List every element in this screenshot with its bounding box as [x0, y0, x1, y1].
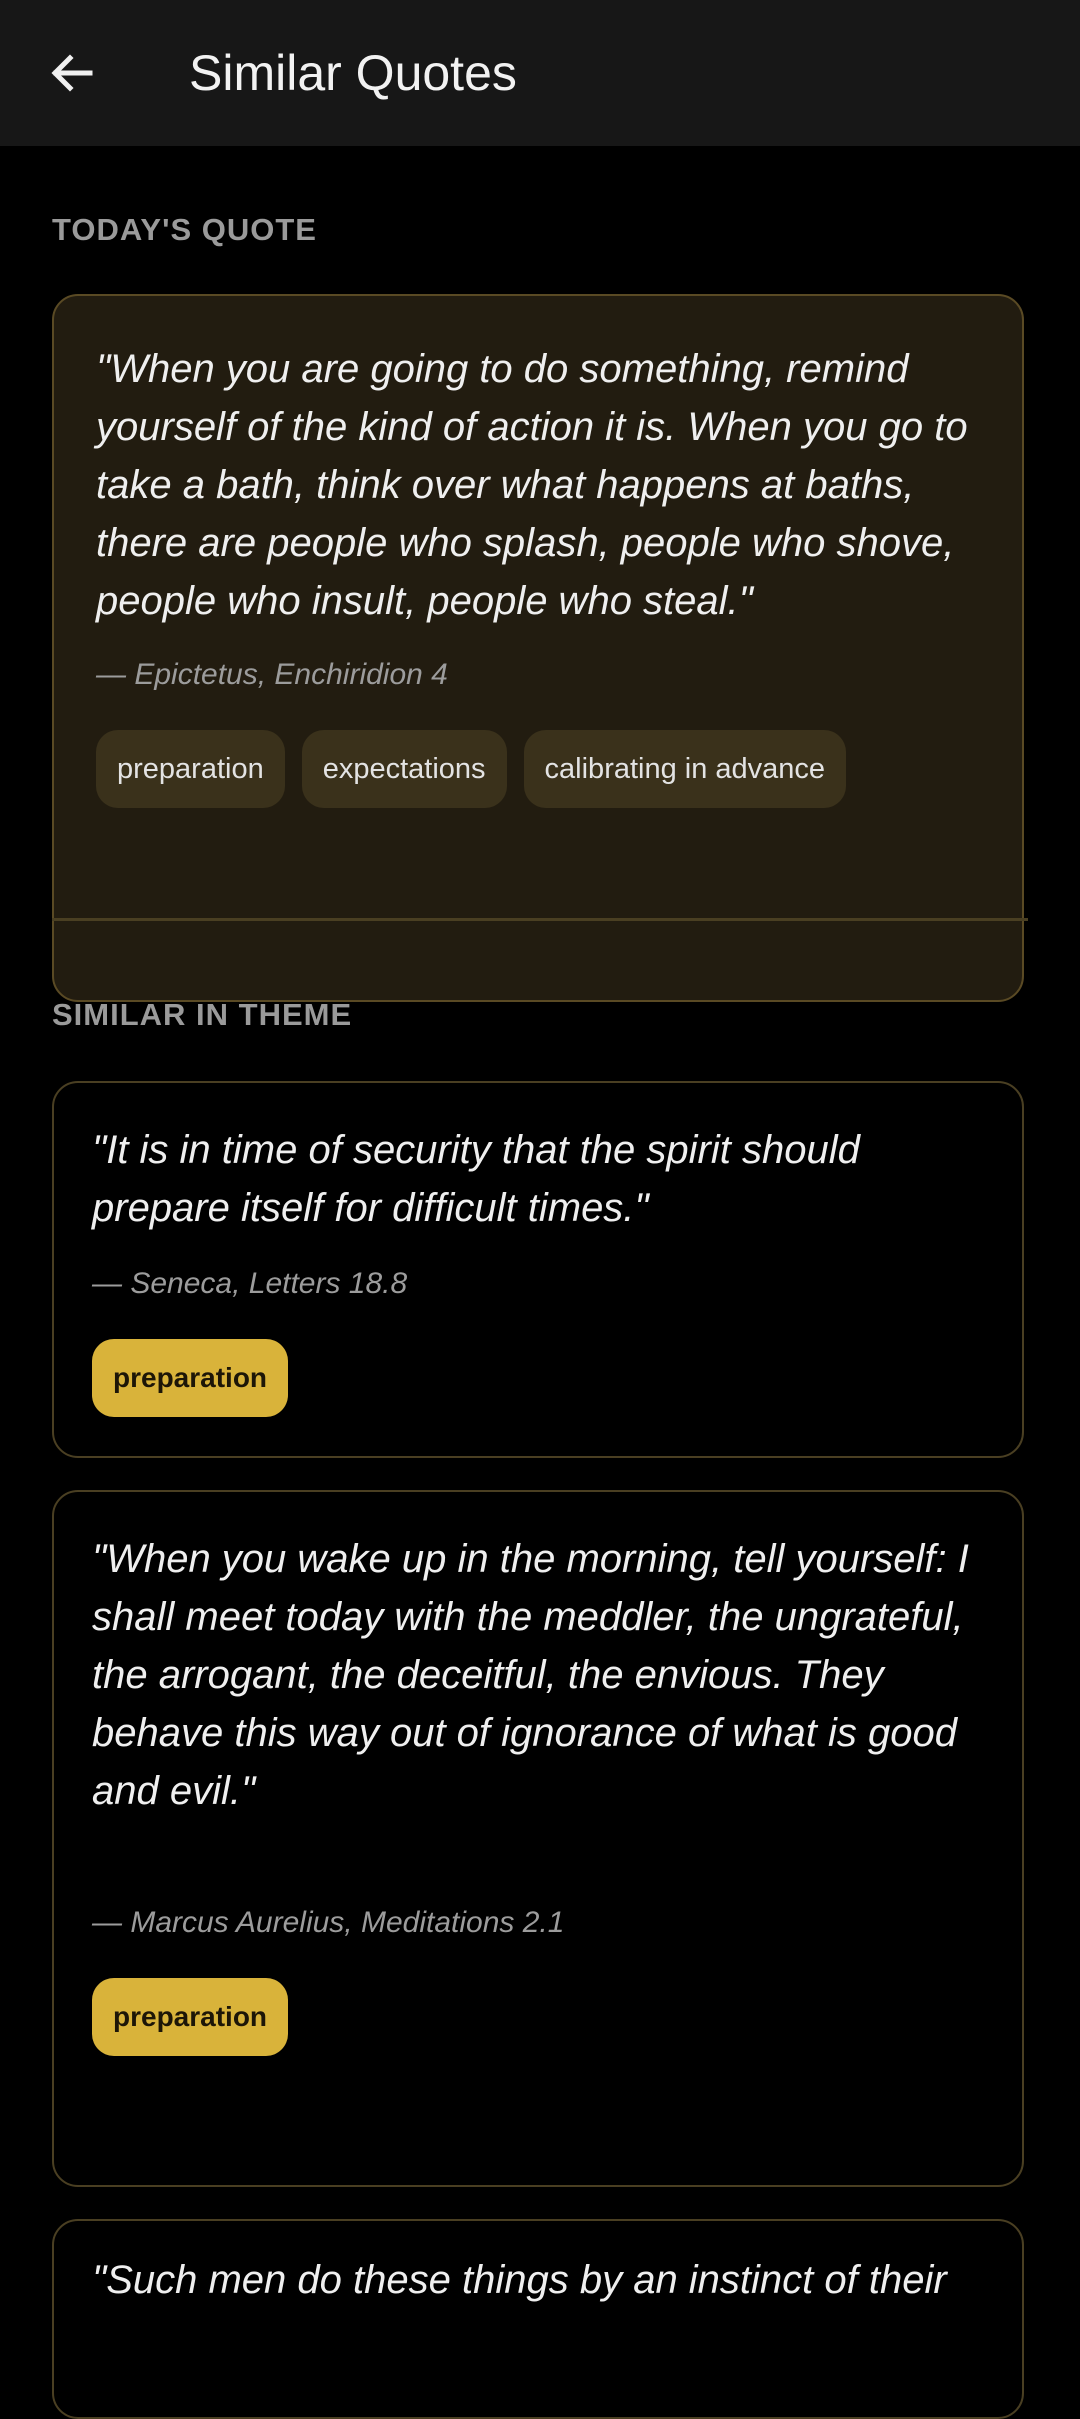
tag-chip-highlighted[interactable]: preparation: [92, 1339, 288, 1417]
tag-chip[interactable]: preparation: [96, 730, 285, 808]
today-quote-text: "When you are going to do something, remind yourself of the kind of action it is. When you go to take a bath, think over what happens at baths, there are people who splash, people who shove, people who insult, people who steal.": [96, 347, 968, 623]
similar-quote-attribution: — Seneca, Letters 18.8: [92, 1267, 408, 1300]
page-title: Similar Quotes: [189, 45, 517, 101]
back-button[interactable]: [30, 31, 114, 115]
today-tag-list: [96, 730, 980, 808]
similar-quote-card[interactable]: [52, 1081, 1024, 1458]
similar-quote-text: "It is in time of security that the spirit should prepare itself for difficult times.": [92, 1128, 860, 1230]
tag-chip[interactable]: calibrating in advance: [524, 730, 847, 808]
today-quote-card: [52, 294, 1024, 1002]
similar-quote-card[interactable]: [52, 1490, 1024, 2187]
section-label-today: TODAY'S QUOTE: [52, 212, 317, 247]
section-divider: [52, 918, 1028, 921]
tag-chip-highlighted[interactable]: preparation: [92, 1978, 288, 2056]
app-bar: [0, 0, 1080, 146]
section-label-similar: SIMILAR IN THEME: [52, 997, 353, 1032]
arrow-left-icon: [48, 49, 96, 97]
similar-quote-text: "When you wake up in the morning, tell yourself: I shall meet today with the meddler, the ungrateful, the arrogant, the deceitful, the envious. They behave this way out of ignorance of what is good and evil.": [92, 1537, 969, 1813]
today-quote-attribution: — Epictetus, Enchiridion 4: [96, 658, 448, 691]
similar-quote-card[interactable]: [52, 2219, 1024, 2419]
similar-quote-text: "Such men do these things by an instinct of their: [92, 2258, 947, 2302]
tag-chip[interactable]: expectations: [302, 730, 507, 808]
similar-quote-attribution: — Marcus Aurelius, Meditations 2.1: [92, 1906, 565, 1939]
